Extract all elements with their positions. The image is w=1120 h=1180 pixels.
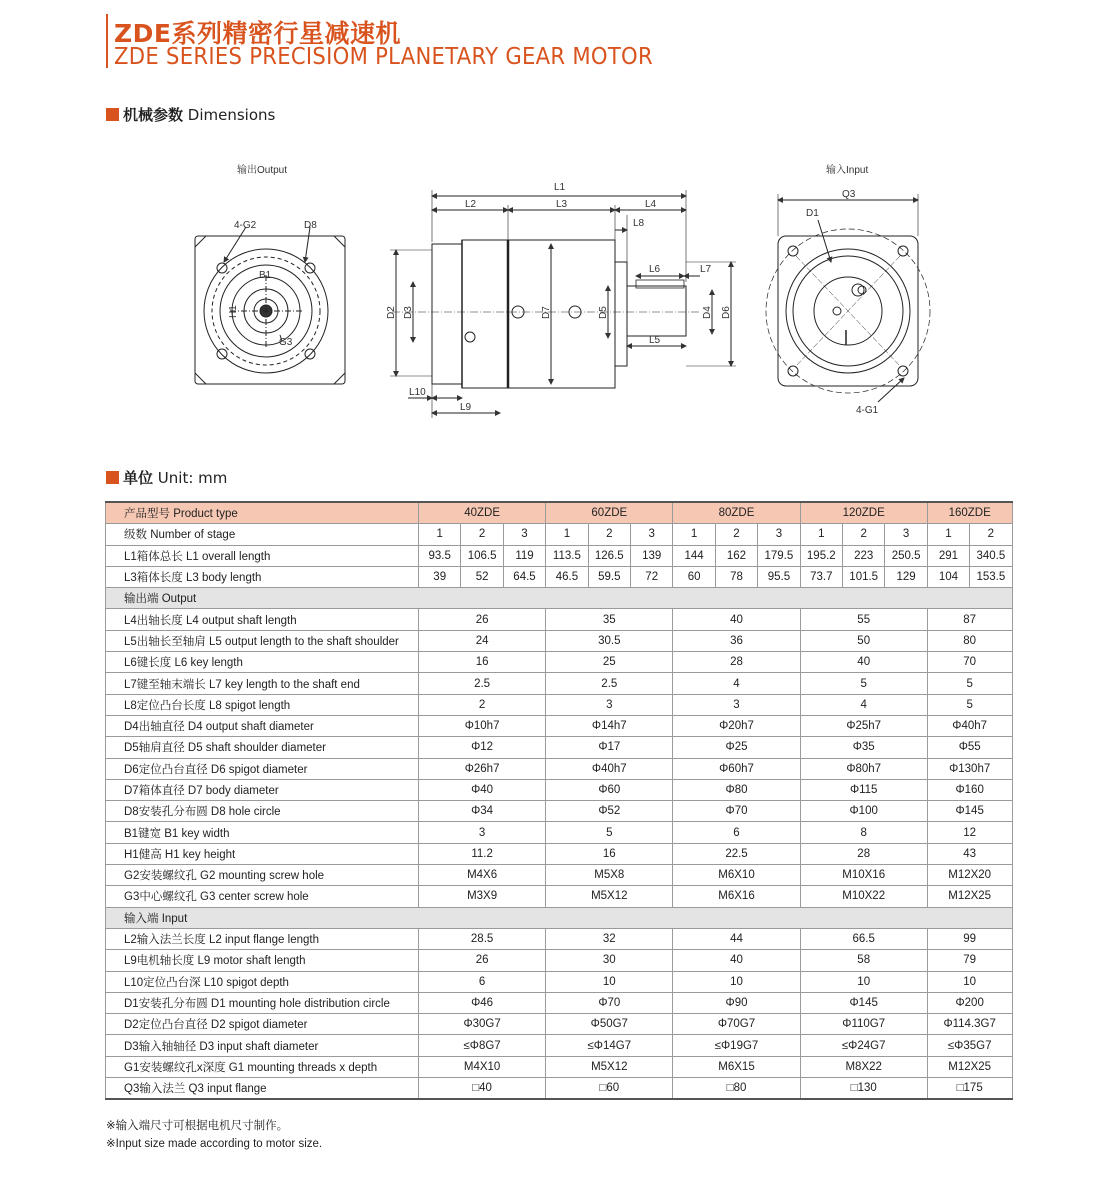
table-cell: Φ40h7 <box>927 715 1012 736</box>
table-cell: M12X25 <box>927 886 1012 907</box>
table-cell: □130 <box>800 1078 927 1100</box>
table-cell: 3 <box>503 524 545 545</box>
table-cell: 99 <box>927 928 1012 949</box>
table-cell: 1 <box>800 524 842 545</box>
label-l3: L3 <box>556 199 568 210</box>
table-cell: Φ100 <box>800 801 927 822</box>
table-row <box>106 758 1013 779</box>
table-cell: M5X8 <box>546 865 673 886</box>
table-row <box>106 630 1013 651</box>
table-cell: 30.5 <box>546 630 673 651</box>
dimension-drawing <box>0 0 1120 470</box>
table-cell: 93.5 <box>419 545 461 566</box>
row-label: D7箱体直径 D7 body diameter <box>106 779 419 800</box>
table-cell: 2.5 <box>546 673 673 694</box>
table-cell: 78 <box>715 566 757 587</box>
model-header: 80ZDE <box>673 502 800 524</box>
table-cell: 223 <box>843 545 885 566</box>
table-cell: 36 <box>673 630 800 651</box>
side-view <box>386 182 736 418</box>
table-cell: 2 <box>970 524 1012 545</box>
table-cell: 3 <box>630 524 672 545</box>
table-cell: Φ35 <box>800 737 927 758</box>
row-label: L4出轴长度 L4 output shaft length <box>106 609 419 630</box>
table-cell: M6X15 <box>673 1056 800 1077</box>
output-view-title: 输出Output <box>237 165 288 176</box>
note-en: ※Input size made according to motor size. <box>106 1138 323 1150</box>
row-label: L7键至轴末端长 L7 key length to the shaft end <box>106 673 419 694</box>
table-cell: 291 <box>927 545 969 566</box>
label-b1: B1 <box>259 270 272 281</box>
model-header: 40ZDE <box>419 502 546 524</box>
row-label: L10定位凸台深 L10 spigot depth <box>106 971 419 992</box>
table-cell: 4 <box>673 673 800 694</box>
table-row <box>106 694 1013 715</box>
table-cell: Φ50G7 <box>546 1014 673 1035</box>
table-row <box>106 992 1013 1013</box>
input-section-header <box>106 907 1013 928</box>
table-cell: 126.5 <box>588 545 630 566</box>
table-row <box>106 715 1013 736</box>
table-cell: Φ80h7 <box>800 758 927 779</box>
table-cell: M10X16 <box>800 865 927 886</box>
input-view-title: 输入Input <box>826 165 869 176</box>
table-row <box>106 1056 1013 1077</box>
row-label: G3中心螺纹孔 G3 center screw hole <box>106 886 419 907</box>
table-cell: 16 <box>546 843 673 864</box>
table-cell: □80 <box>673 1078 800 1100</box>
l1-row <box>106 545 1013 566</box>
table-cell: 2 <box>461 524 503 545</box>
label-4-g1: 4-G1 <box>856 405 879 416</box>
table-cell: Φ25h7 <box>800 715 927 736</box>
table-cell: 129 <box>885 566 927 587</box>
table-cell: 32 <box>546 928 673 949</box>
table-row <box>106 971 1013 992</box>
table-cell: 44 <box>673 928 800 949</box>
table-cell: 26 <box>419 950 546 971</box>
table-cell: M6X10 <box>673 865 800 886</box>
table-cell: 5 <box>927 694 1012 715</box>
table-cell: 106.5 <box>461 545 503 566</box>
table-row <box>106 886 1013 907</box>
table-cell: 73.7 <box>800 566 842 587</box>
table-cell: 39 <box>419 566 461 587</box>
table-row <box>106 928 1013 949</box>
model-header: 60ZDE <box>546 502 673 524</box>
table-row <box>106 1078 1013 1100</box>
row-label: Q3输入法兰 Q3 input flange <box>106 1078 419 1100</box>
table-cell: 28 <box>800 843 927 864</box>
label-q3: Q3 <box>842 189 856 200</box>
table-cell: □40 <box>419 1078 546 1100</box>
table-cell: 52 <box>461 566 503 587</box>
table-cell: Φ40h7 <box>546 758 673 779</box>
row-label: D3输入轴轴径 D3 input shaft diameter <box>106 1035 419 1056</box>
table-cell: M12X20 <box>927 865 1012 886</box>
product-type-label: 产品型号 Product type <box>106 502 419 524</box>
table-cell: 24 <box>419 630 546 651</box>
label-l6: L6 <box>649 264 661 275</box>
table-cell: 12 <box>927 822 1012 843</box>
row-label: D6定位凸台直径 D6 spigot diameter <box>106 758 419 779</box>
row-label: L8定位凸台长度 L8 spigot length <box>106 694 419 715</box>
row-label: 级数 Number of stage <box>106 524 419 545</box>
row-label: D1安装孔分布圆 D1 mounting hole distribution circle <box>106 992 419 1013</box>
table-cell: 11.2 <box>419 843 546 864</box>
table-cell: 2 <box>843 524 885 545</box>
label-l4: L4 <box>645 199 657 210</box>
table-cell: Φ110G7 <box>800 1014 927 1035</box>
output-section-header <box>106 588 1013 609</box>
table-cell: Φ115 <box>800 779 927 800</box>
row-label: H1健高 H1 key height <box>106 843 419 864</box>
table-row <box>106 822 1013 843</box>
table-cell: 144 <box>673 545 715 566</box>
table-cell: 25 <box>546 652 673 673</box>
note-cn: ※输入端尺寸可根据电机尺寸制作。 <box>106 1120 289 1132</box>
label-l10: L10 <box>409 387 426 398</box>
table-cell: M10X22 <box>800 886 927 907</box>
table-cell: 3 <box>885 524 927 545</box>
table-row <box>106 779 1013 800</box>
table-cell: 26 <box>419 609 546 630</box>
table-cell: 58 <box>800 950 927 971</box>
table-cell: ≤Φ35G7 <box>927 1035 1012 1056</box>
table-cell: 40 <box>673 950 800 971</box>
table-cell: 35 <box>546 609 673 630</box>
table-cell: 55 <box>800 609 927 630</box>
table-cell: 3 <box>758 524 800 545</box>
table-cell: Φ90 <box>673 992 800 1013</box>
table-cell: 6 <box>673 822 800 843</box>
table-cell: M5X12 <box>546 886 673 907</box>
row-label: L9电机轴长度 L9 motor shaft length <box>106 950 419 971</box>
label-d6: D6 <box>721 306 732 319</box>
unit-heading: 单位 Unit: mm <box>106 467 227 488</box>
table-cell: Φ145 <box>800 992 927 1013</box>
table-cell: Φ40 <box>419 779 546 800</box>
output-view <box>195 163 345 384</box>
table-cell: □60 <box>546 1078 673 1100</box>
table-cell: ≤Φ14G7 <box>546 1035 673 1056</box>
model-header: 160ZDE <box>927 502 1012 524</box>
table-cell: M3X9 <box>419 886 546 907</box>
stage-row <box>106 524 1013 545</box>
table-cell: 1 <box>927 524 969 545</box>
table-row <box>106 1014 1013 1035</box>
square-bullet-icon <box>106 471 119 484</box>
table-cell: 2.5 <box>419 673 546 694</box>
row-label: D2定位凸台直径 D2 spigot diameter <box>106 1014 419 1035</box>
table-cell: ≤Φ24G7 <box>800 1035 927 1056</box>
row-label: L6键长度 L6 key length <box>106 652 419 673</box>
table-cell: 70 <box>927 652 1012 673</box>
table-cell: 4 <box>800 694 927 715</box>
table-cell: 2 <box>715 524 757 545</box>
table-cell: M4X6 <box>419 865 546 886</box>
table-cell: Φ30G7 <box>419 1014 546 1035</box>
table-cell: Φ80 <box>673 779 800 800</box>
label-l1: L1 <box>554 182 566 193</box>
section-label: 输入端 Input <box>106 907 1013 928</box>
table-cell: Φ70 <box>546 992 673 1013</box>
table-cell: 10 <box>673 971 800 992</box>
table-cell: 28.5 <box>419 928 546 949</box>
label-d4: D4 <box>702 306 713 319</box>
table-cell: Φ200 <box>927 992 1012 1013</box>
table-cell: Φ70G7 <box>673 1014 800 1035</box>
table-cell: 8 <box>800 822 927 843</box>
label-l7: L7 <box>700 264 712 275</box>
table-cell: 3 <box>546 694 673 715</box>
table-cell: 1 <box>673 524 715 545</box>
table-cell: 22.5 <box>673 843 800 864</box>
table-cell: 46.5 <box>546 566 588 587</box>
table-cell: Φ20h7 <box>673 715 800 736</box>
label-4-g2: 4-G2 <box>234 220 257 231</box>
dimensions-heading: 机械参数 Dimensions <box>106 104 275 125</box>
label-d5: D5 <box>598 306 609 319</box>
label-d7: D7 <box>541 306 552 319</box>
row-label: G2安装螺纹孔 G2 mounting screw hole <box>106 865 419 886</box>
table-cell: M12X25 <box>927 1056 1012 1077</box>
table-cell: 340.5 <box>970 545 1012 566</box>
table-cell: Φ60 <box>546 779 673 800</box>
table-cell: 2 <box>419 694 546 715</box>
table-cell: 10 <box>546 971 673 992</box>
table-cell: Φ25 <box>673 737 800 758</box>
table-cell: 101.5 <box>843 566 885 587</box>
table-cell: ≤Φ19G7 <box>673 1035 800 1056</box>
label-l8: L8 <box>633 218 645 229</box>
table-cell: 5 <box>927 673 1012 694</box>
table-cell: 79 <box>927 950 1012 971</box>
table-cell: 1 <box>546 524 588 545</box>
table-cell: Φ17 <box>546 737 673 758</box>
table-cell: Φ114.3G7 <box>927 1014 1012 1035</box>
table-cell: 153.5 <box>970 566 1012 587</box>
label-l2: L2 <box>465 199 477 210</box>
table-row <box>106 843 1013 864</box>
l3-row <box>106 566 1013 587</box>
section-label: 输出端 Output <box>106 588 1013 609</box>
table-cell: 104 <box>927 566 969 587</box>
table-cell: Φ130h7 <box>927 758 1012 779</box>
table-cell: 113.5 <box>546 545 588 566</box>
table-cell: 3 <box>419 822 546 843</box>
table-cell: 1 <box>419 524 461 545</box>
table-cell: M6X16 <box>673 886 800 907</box>
row-label: D5轴肩直径 D5 shaft shoulder diameter <box>106 737 419 758</box>
table-cell: Φ10h7 <box>419 715 546 736</box>
table-cell: 50 <box>800 630 927 651</box>
table-row <box>106 652 1013 673</box>
table-cell: ≤Φ8G7 <box>419 1035 546 1056</box>
table-row <box>106 801 1013 822</box>
page-title-cn: ZDE系列精密行星减速机 <box>114 19 401 48</box>
table-cell: 87 <box>927 609 1012 630</box>
table-cell: Φ26h7 <box>419 758 546 779</box>
table-row <box>106 609 1013 630</box>
table-cell: 30 <box>546 950 673 971</box>
table-cell: 43 <box>927 843 1012 864</box>
table-cell: 66.5 <box>800 928 927 949</box>
table-cell: 6 <box>419 971 546 992</box>
table-cell: □175 <box>927 1078 1012 1100</box>
table-cell: Φ60h7 <box>673 758 800 779</box>
table-cell: 28 <box>673 652 800 673</box>
label-l5: L5 <box>649 335 661 346</box>
table-cell: 162 <box>715 545 757 566</box>
label-h1: H1 <box>228 305 239 318</box>
label-d2: D2 <box>386 306 397 319</box>
table-row <box>106 865 1013 886</box>
label-g3: G3 <box>279 337 293 348</box>
row-label: D4出轴直径 D4 output shaft diameter <box>106 715 419 736</box>
table-cell: Φ46 <box>419 992 546 1013</box>
table-cell: 64.5 <box>503 566 545 587</box>
table-cell: 179.5 <box>758 545 800 566</box>
row-label: G1安装螺纹孔x深度 G1 mounting threads x depth <box>106 1056 419 1077</box>
table-cell: 139 <box>630 545 672 566</box>
table-cell: 5 <box>800 673 927 694</box>
table-row <box>106 950 1013 971</box>
table-row <box>106 673 1013 694</box>
row-label: L1箱体总长 L1 overall length <box>106 545 419 566</box>
row-label: D8安装孔分布圆 D8 hole circle <box>106 801 419 822</box>
table-cell: Φ55 <box>927 737 1012 758</box>
table-cell: 40 <box>800 652 927 673</box>
spec-table <box>105 501 1013 1100</box>
table-cell: 80 <box>927 630 1012 651</box>
model-header: 120ZDE <box>800 502 927 524</box>
row-label: L3箱体长度 L3 body length <box>106 566 419 587</box>
row-label: L2输入法兰长度 L2 input flange length <box>106 928 419 949</box>
table-cell: 5 <box>546 822 673 843</box>
row-label: L5出轴长至轴肩 L5 output length to the shaft shoulder <box>106 630 419 651</box>
table-cell: 40 <box>673 609 800 630</box>
table-cell: 250.5 <box>885 545 927 566</box>
table-cell: 2 <box>588 524 630 545</box>
input-view <box>766 163 930 416</box>
table-cell: Φ52 <box>546 801 673 822</box>
table-cell: 195.2 <box>800 545 842 566</box>
table-cell: Φ14h7 <box>546 715 673 736</box>
table-cell: 95.5 <box>758 566 800 587</box>
table-cell: 59.5 <box>588 566 630 587</box>
table-cell: 3 <box>673 694 800 715</box>
table-cell: 10 <box>927 971 1012 992</box>
table-cell: Φ12 <box>419 737 546 758</box>
table-cell: 72 <box>630 566 672 587</box>
table-cell: Φ160 <box>927 779 1012 800</box>
table-cell: Φ70 <box>673 801 800 822</box>
label-d8: D8 <box>304 220 317 231</box>
label-l9: L9 <box>460 402 472 413</box>
table-cell: M8X22 <box>800 1056 927 1077</box>
table-cell: M5X12 <box>546 1056 673 1077</box>
table-cell: Φ145 <box>927 801 1012 822</box>
label-d1: D1 <box>806 208 819 219</box>
table-cell: 10 <box>800 971 927 992</box>
table-cell: M4X10 <box>419 1056 546 1077</box>
table-cell: Φ34 <box>419 801 546 822</box>
page-title-en: ZDE SERIES PRECISIOM PLANETARY GEAR MOTOR <box>114 44 653 70</box>
table-row <box>106 1035 1013 1056</box>
table-cell: 60 <box>673 566 715 587</box>
table-header-row <box>106 502 1013 524</box>
table-row <box>106 737 1013 758</box>
table-cell: 16 <box>419 652 546 673</box>
row-label: B1键宽 B1 key width <box>106 822 419 843</box>
label-d3: D3 <box>403 306 414 319</box>
table-cell: 119 <box>503 545 545 566</box>
